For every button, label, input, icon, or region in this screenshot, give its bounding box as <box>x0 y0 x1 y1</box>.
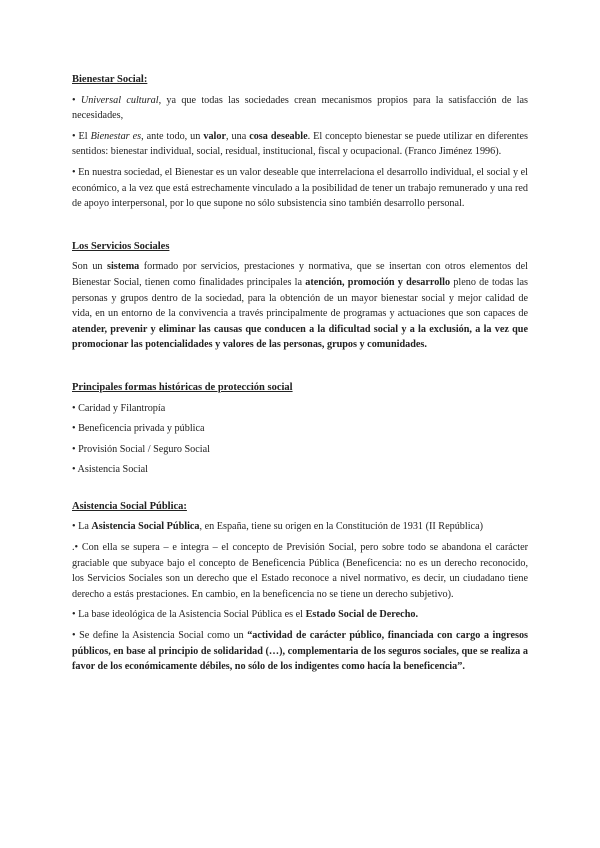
bold-term: sistema <box>107 261 140 273</box>
text-run: , en España, tiene su origen en la Constitución de 1931 (II República) <box>199 521 483 533</box>
text-run: • La base ideológica de la Asistencia Social Pública es el <box>72 609 306 621</box>
text-run: • Se define la Asistencia Social como un <box>72 630 248 642</box>
section-title-formas: Principales formas históricas de protección social <box>72 381 293 393</box>
text-run: formado por servicios, prestaciones y normativa, que se insertan con otros elementos del Bienestar Social, tienen como finalidades principales la <box>72 261 528 288</box>
servicios-paragraph <box>72 259 528 353</box>
bienestar-paragraph-1 <box>72 93 528 124</box>
text-run: Son un <box>72 261 108 273</box>
bold-term: atención, promoción y desarrollo <box>305 276 451 288</box>
bold-term: atender, prevenir y eliminar las causas que conducen a la dificultad social y a la exclusión, a la vez que promocionar las potencialidades y valores de las personas, grupos y comunidades. <box>72 323 528 351</box>
text-run: • El <box>72 130 91 142</box>
italic-term: Universal cultural <box>80 94 159 106</box>
italic-term: Bienestar es <box>90 130 142 142</box>
bold-term: . <box>462 661 465 673</box>
bienestar-paragraph-3: • En nuestra sociedad, el Bienestar es un valor deseable que interrelaciona el desarrollo individual, el social y el económico, a la vez que está estrechamente vinculado a la posibilidad de tener un trabajo remunerado y una red de apoyo interpersonal, por lo que supone no sólo subsistencia sino también desarrollo personal. <box>72 166 528 210</box>
text-run: . El concepto bienestar se puede utilizar en diferentes sentidos: bienestar individual, social, residual, institucional, fiscal y ocupacional. (Franco Jiménez 1996). <box>72 130 528 158</box>
text-run: , ya que todas las sociedades crean mecanismos propios para la satisfacción de las necesidades, <box>72 94 528 122</box>
bullet: • <box>72 94 81 106</box>
asistencia-paragraph-1 <box>72 519 528 535</box>
bold-term: “actividad de carácter público, financiada con cargo a ingresos públicos, en base al principio de solidaridad (…), complementaria de los seguros sociales, que se realiza a favor de los económicamente débiles, no sólo de los indigentes como hacía la beneficencia” <box>72 630 528 673</box>
asistencia-paragraph-2: .• Con ella se supera – e integra – el concepto de Previsión Social, pero sobre todo se abandona el carácter graciable que subyace bajo el concepto de Beneficencia Pública (Beneficencia: no es un derecho reconocido, los Servicios Sociales son un derecho que el Estado reconoce a nivel normativo, es decir, un ciudadano tiene derecho a estás prestaciones. En cambio, en la beneficencia no se tiene un derecho subjetivo). <box>72 542 528 600</box>
list-item: • Beneficencia privada y pública <box>72 423 205 435</box>
bold-term: cosa deseable <box>249 130 308 142</box>
section-title-servicios: Los Servicios Sociales <box>72 240 170 252</box>
section-title-bienestar: Bienestar Social: <box>72 74 148 85</box>
bold-term: Asistencia Social Pública <box>91 521 200 533</box>
asistencia-paragraph-3 <box>72 607 528 623</box>
list-item: • Caridad y Filantropía <box>72 402 166 414</box>
bold-term: valor <box>203 130 226 142</box>
text-run: , ante todo, un <box>141 130 204 142</box>
text-run: , una <box>225 130 250 142</box>
bold-term: Estado Social de Derecho. <box>305 609 418 621</box>
bienestar-paragraph-2 <box>72 129 528 160</box>
list-item: • Provisión Social / Seguro Social <box>72 443 210 455</box>
section-title-asistencia: Asistencia Social Pública: <box>72 500 187 512</box>
text-run: pleno de todas las personas y grupos dentro de la sociedad, para la obtención de un mayor bienestar social y mejor calidad de vida, en un entorno de la convivencia a través principalmente de programas y actuaciones que son capaces de <box>72 276 528 320</box>
formas-list <box>72 401 528 478</box>
list-item: • Asistencia Social <box>72 464 148 476</box>
text-run: • La <box>72 521 92 533</box>
asistencia-paragraph-4 <box>72 628 528 675</box>
